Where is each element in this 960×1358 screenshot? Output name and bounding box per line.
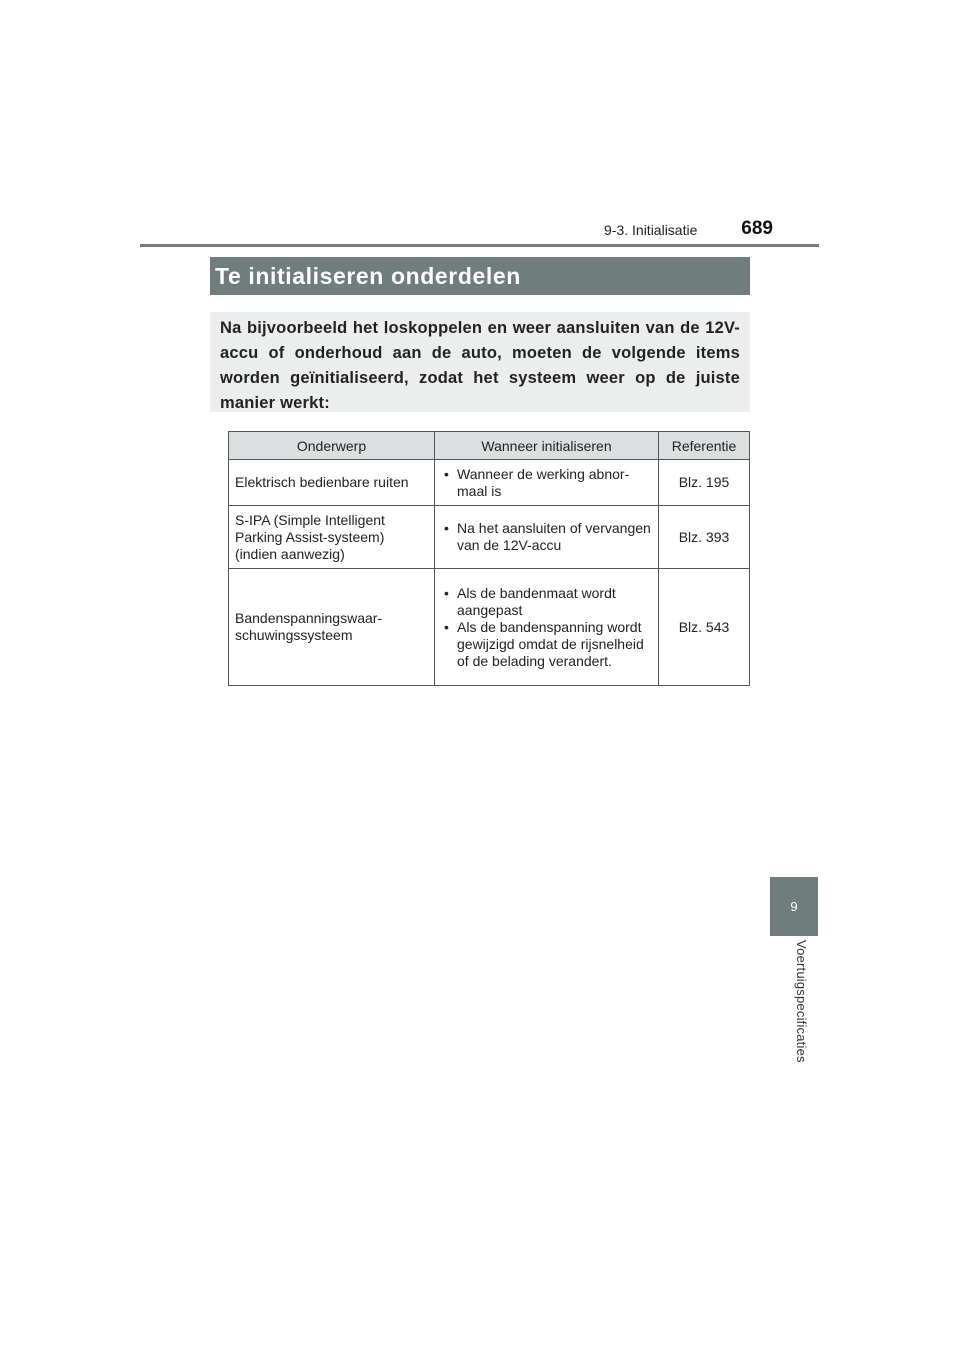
row-item: S-IPA (Simple Intelligent Parking Assist-systeem) (indien aanwezig) <box>229 506 435 569</box>
page-number: 689 <box>741 218 773 239</box>
bullet-item: • Als de bandenmaat wordt aangepast <box>441 585 652 619</box>
section-title: Te initialiseren onderdelen <box>215 263 521 289</box>
header-rule <box>140 244 819 247</box>
header-referentie: Referentie <box>659 432 750 460</box>
running-head <box>600 218 775 244</box>
section-title-bar <box>210 257 750 295</box>
row-item: Elektrisch bedienbare ruiten <box>229 460 435 506</box>
table-header-row <box>229 432 750 460</box>
table-row <box>229 506 750 569</box>
row-reference: Blz. 543 <box>659 569 750 686</box>
chapter-number: 9 <box>790 899 798 914</box>
header-wanneer: Wanneer initialiseren <box>435 432 659 460</box>
row-when <box>435 569 659 686</box>
intro-box <box>210 312 750 412</box>
bullet-item: • Als de bandenspanning wordt gewijzigd omdat de rijsnelheid of de belading verandert. <box>441 619 652 670</box>
intro-text: Na bijvoorbeeld het loskoppelen en weer aansluiten van de 12V-accu of onderhoud aan de auto, moeten de volgende items worden geïnitialiseerd, zodat het systeem weer op de juiste manier werkt: <box>220 319 740 412</box>
table-row <box>229 460 750 506</box>
row-when <box>435 460 659 506</box>
chapter-label: Voertuigspecificaties <box>794 940 809 1063</box>
table-row <box>229 569 750 686</box>
chapter-tab <box>770 877 818 936</box>
section-label: 9-3. Initialisatie <box>604 222 698 238</box>
bullet-item: • Wanneer de werking abnormaal is <box>441 466 652 500</box>
row-reference: Blz. 195 <box>659 460 750 506</box>
bullet-item: • Na het aansluiten of vervangen van de 12V-accu <box>441 520 652 554</box>
row-reference: Blz. 393 <box>659 506 750 569</box>
row-when <box>435 506 659 569</box>
row-item: Bandenspanningswaarschuwingssysteem <box>229 569 435 686</box>
header-onderwerp: Onderwerp <box>229 432 435 460</box>
initialization-table <box>228 431 750 686</box>
